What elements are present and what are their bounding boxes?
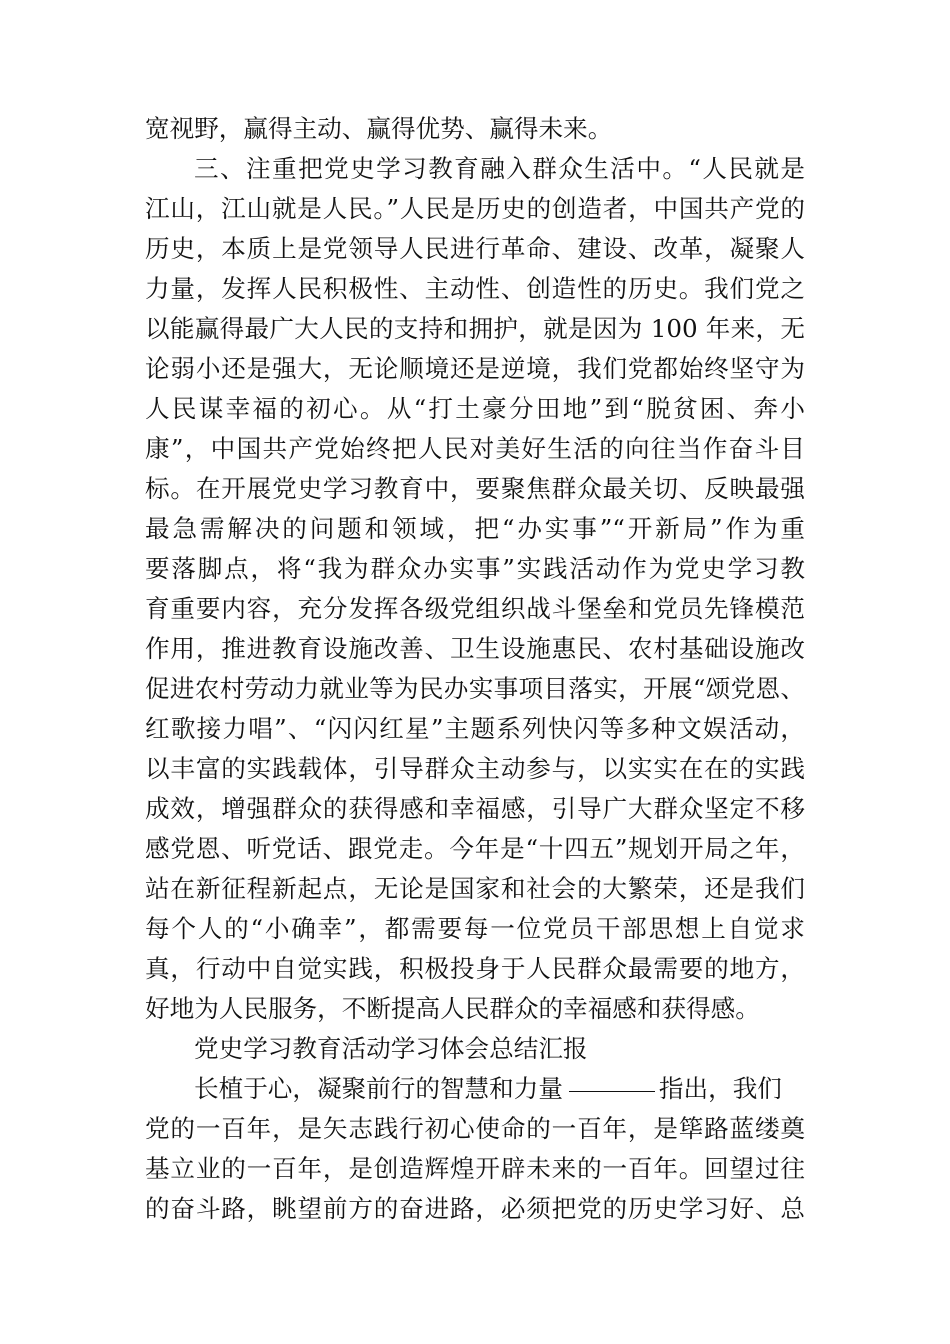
paragraph-start-line: 三、注重把党史学习教育融入群众生活中。“人民就是	[194, 154, 805, 183]
text-line: 基立业的一百年，是创造辉煌开辟未来的一百年。回望过往	[145, 1154, 805, 1183]
text-line: 感党恩、听党话、跟党走。今年是“十四五”规划开局之年，	[145, 834, 805, 863]
text-line: 力量，发挥人民积极性、主动性、创造性的历史。我们党之	[145, 274, 805, 303]
text-line: 育重要内容，充分发挥各级党组织战斗堡垒和党员先锋模范	[145, 594, 805, 623]
text-line: 红歌接力唱”、“闪闪红星”主题系列快闪等多种文娱活动，	[145, 714, 805, 743]
text-line: 作用，推进教育设施改善、卫生设施惠民、农村基础设施改	[145, 634, 805, 663]
text-line: 人民谋幸福的初心。从“打土豪分田地”到“脱贫困、奔小	[145, 394, 805, 423]
text-line: 江山，江山就是人民。”人民是历史的创造者，中国共产党的	[145, 194, 805, 223]
text-line: 康”，中国共产党始终把人民对美好生活的向往当作奋斗目	[145, 434, 805, 463]
text-after-blank: 指出，我们	[658, 1074, 782, 1103]
text-line: 真，行动中自觉实践，积极投身于人民群众最需要的地方，	[145, 954, 805, 983]
text-line: 站在新征程新起点，无论是国家和社会的大繁荣，还是我们	[145, 874, 805, 903]
text-line: 最急需解决的问题和领域，把“办实事”“开新局”作为重	[145, 514, 805, 543]
text-before-blank: 长植于心，凝聚前行的智慧和力量	[194, 1074, 563, 1103]
text-line: 标。在开展党史学习教育中，要聚焦群众最关切、反映最强	[145, 474, 805, 503]
paragraph-start-line	[145, 1069, 805, 1109]
underline-blank	[569, 1090, 655, 1092]
paragraph-end-line: 好地为人民服务，不断提高人民群众的幸福感和获得感。	[145, 994, 760, 1023]
text-line: 成效，增强群众的获得感和幸福感，引导广大群众坚定不移	[145, 794, 805, 823]
document-body	[145, 109, 805, 1229]
text-line: 的奋斗路，眺望前方的奋进路，必须把党的历史学习好、总	[145, 1194, 805, 1223]
text-line: 以能赢得最广大人民的支持和拥护，就是因为 100 年来，无	[145, 314, 805, 343]
text-line: 促进农村劳动力就业等为民办实事项目落实，开展“颂党恩、	[145, 674, 805, 703]
section-title: 党史学习教育活动学习体会总结汇报	[194, 1034, 588, 1063]
text-line: 历史，本质上是党领导人民进行革命、建设、改革，凝聚人	[145, 234, 805, 263]
text-line: 论弱小还是强大，无论顺境还是逆境，我们党都始终坚守为	[145, 354, 805, 383]
text-line: 以丰富的实践载体，引导群众主动参与，以实实在在的实践	[145, 754, 805, 783]
text-line: 每个人的“小确幸”，都需要每一位党员干部思想上自觉求	[145, 914, 805, 943]
text-line: 党的一百年，是矢志践行初心使命的一百年，是筚路蓝缕奠	[145, 1114, 805, 1143]
text-line: 宽视野，赢得主动、赢得优势、赢得未来。	[145, 114, 613, 143]
text-line: 要落脚点，将“我为群众办实事”实践活动作为党史学习教	[145, 554, 805, 583]
